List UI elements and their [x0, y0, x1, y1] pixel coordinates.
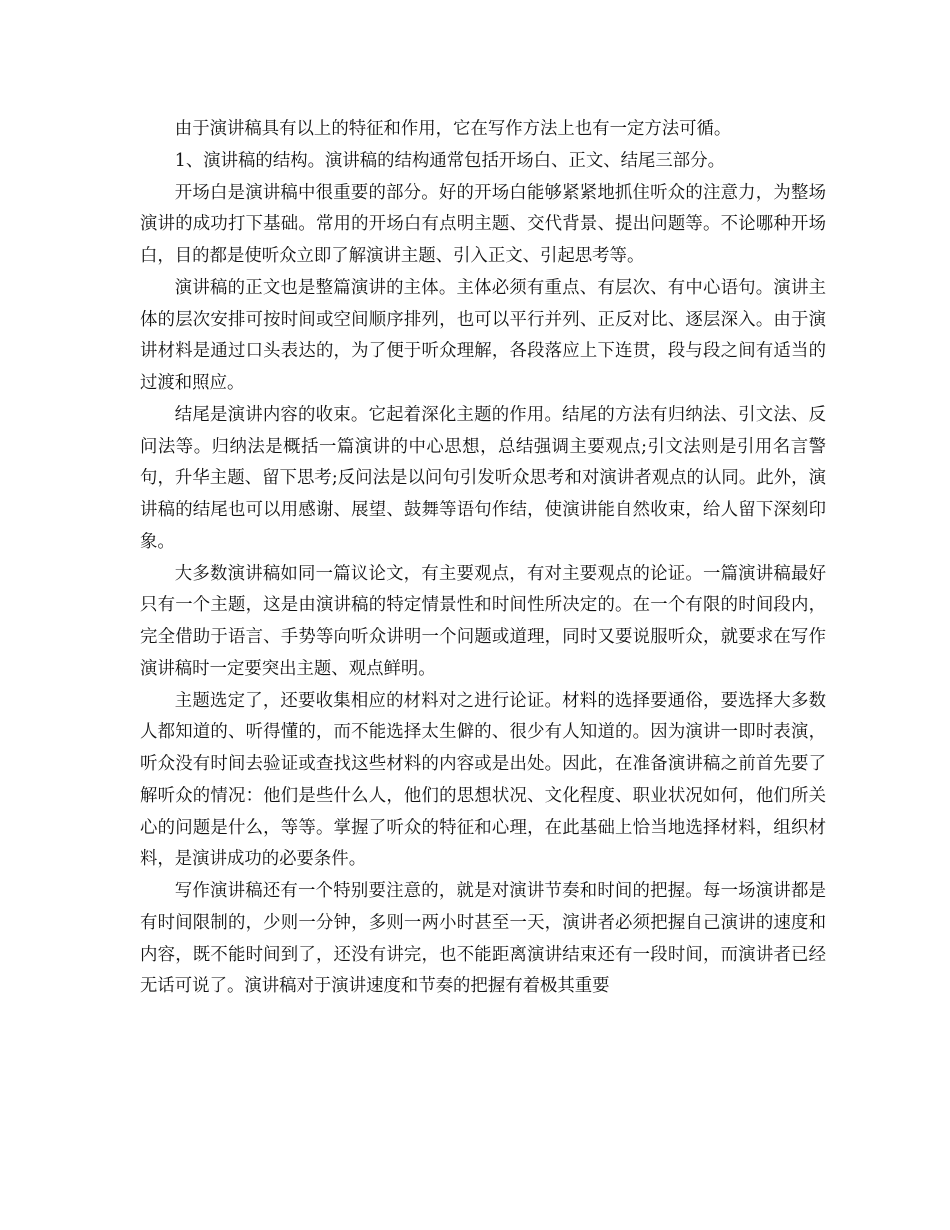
- paragraph-theme: 大多数演讲稿如同一篇议论文，有主要观点，有对主要观点的论证。一篇演讲稿最好只有一个主题，这是由演讲稿的特定情景性和时间性所决定的。在一个有限的时间段内，完全借助于语言、手势等向听众讲明一个问题或道理，同时又要说服听众，就要求在写作演讲稿时一定要突出主题、观点鲜明。: [140, 563, 826, 679]
- paragraph-structure: 1、演讲稿的结构。演讲稿的结构通常包括开场白、正文、结尾三部分。: [174, 150, 725, 171]
- document-body: [140, 114, 826, 1003]
- paragraph-ending: 结尾是演讲内容的收束。它起着深化主题的作用。结尾的方法有归纳法、引文法、反问法等。归纳法是概括一篇演讲的中心思想，总结强调主要观点;引文法则是引用名言警句，升华主题、留下思考;反问法是以问句引发听众思考和对演讲者观点的认同。此外，演讲稿的结尾也可以用感谢、展望、鼓舞等语句作结，使演讲能自然收束，给人留下深刻印象。: [140, 404, 826, 552]
- paragraph-main-body: 演讲稿的正文也是整篇演讲的主体。主体必须有重点、有层次、有中心语句。演讲主体的层次安排可按时间或空间顺序排列，也可以平行并列、正反对比、逐层深入。由于演讲材料是通过口头表达的，为了便于听众理解，各段落应上下连贯，段与段之间有适当的过渡和照应。: [140, 277, 826, 393]
- paragraph-intro: 由于演讲稿具有以上的特征和作用，它在写作方法上也有一定方法可循。: [174, 119, 732, 139]
- paragraph-materials: 主题选定了，还要收集相应的材料对之进行论证。材料的选择要通俗，要选择大多数人都知道的、听得懂的，而不能选择太生僻的、很少有人知道的。因为演讲一即时表演，听众没有时间去验证或查找这些材料的内容或是出处。因此，在准备演讲稿之前首先要了解听众的情况：他们是些什么人，他们的思想状况、文化程度、职业状况如何，他们所关心的问题是什么，等等。掌握了听众的特征和心理，在此基础上恰当地选择材料，组织材料，是演讲成功的必要条件。: [140, 690, 826, 870]
- paragraph-timing: 写作演讲稿还有一个特别要注意的，就是对演讲节奏和时间的把握。每一场演讲都是有时间限制的，少则一分钟，多则一两小时甚至一天，演讲者必须把握自己演讲的速度和内容，既不能时间到了，还没有讲完，也不能距离演讲结束还有一段时间，而演讲者已经无话可说了。演讲稿对于演讲速度和节奏的把握有着极其重要: [140, 881, 826, 997]
- paragraph-opening: 开场白是演讲稿中很重要的部分。好的开场白能够紧紧地抓住听众的注意力，为整场演讲的成功打下基础。常用的开场白有点明主题、交代背景、提出问题等。不论哪种开场白，目的都是使听众立即了解演讲主题、引入正文、引起思考等。: [140, 182, 826, 266]
